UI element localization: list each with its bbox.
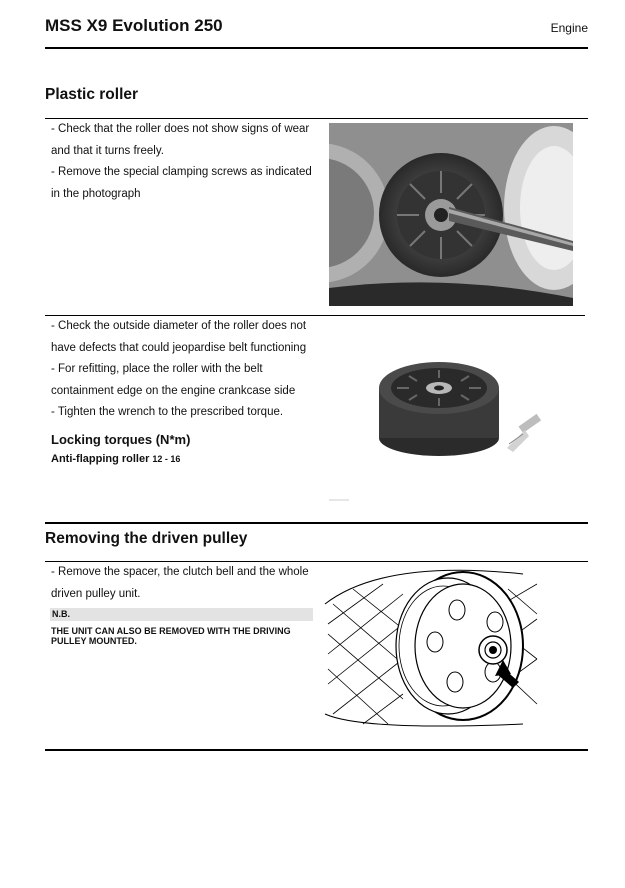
driven-pulley-step1-text bbox=[51, 562, 313, 605]
manual-title: MSS X9 Evolution 250 bbox=[45, 16, 223, 35]
locking-torques-heading: Locking torques (N*m) bbox=[51, 432, 191, 447]
paragraph: - Tighten the wrench to the prescribed torque. bbox=[51, 406, 284, 418]
paragraph: - Check the outside diameter of the roller does not have defects that could jeopardise belt functioning bbox=[51, 320, 307, 354]
plastic-roller-step1-text bbox=[51, 119, 313, 205]
section-title-driven-pulley: Removing the driven pulley bbox=[45, 530, 248, 547]
roller-part-photo bbox=[329, 350, 559, 505]
roller-removal-photo bbox=[329, 123, 573, 306]
paragraph: - Remove the special clamping screws as indicated in the photograph bbox=[51, 166, 312, 200]
driven-pulley-diagram bbox=[323, 564, 539, 731]
section-rule-top bbox=[45, 522, 588, 524]
torque-row bbox=[51, 453, 180, 465]
paragraph: - Remove the spacer, the clutch bell and the whole driven pulley unit. bbox=[51, 566, 309, 600]
page-end-rule bbox=[45, 749, 588, 751]
paragraph: - Check that the roller does not show signs of wear and that it turns freely. bbox=[51, 123, 310, 157]
header-rule bbox=[45, 47, 588, 49]
paragraph: - For refitting, place the roller with the belt containment edge on the engine crankcase side bbox=[51, 363, 296, 397]
note-label: N.B. bbox=[50, 608, 313, 621]
note-text: THE UNIT CAN ALSO BE REMOVED WITH THE DRIVING PULLEY MOUNTED. bbox=[51, 626, 291, 646]
torque-item-name: Anti-flapping roller bbox=[51, 453, 150, 465]
section-title-plastic-roller: Plastic roller bbox=[45, 86, 139, 103]
chapter-name: Engine bbox=[550, 21, 588, 35]
plastic-roller-step2-text bbox=[51, 316, 313, 424]
torque-item-value: 12 - 16 bbox=[152, 454, 181, 464]
